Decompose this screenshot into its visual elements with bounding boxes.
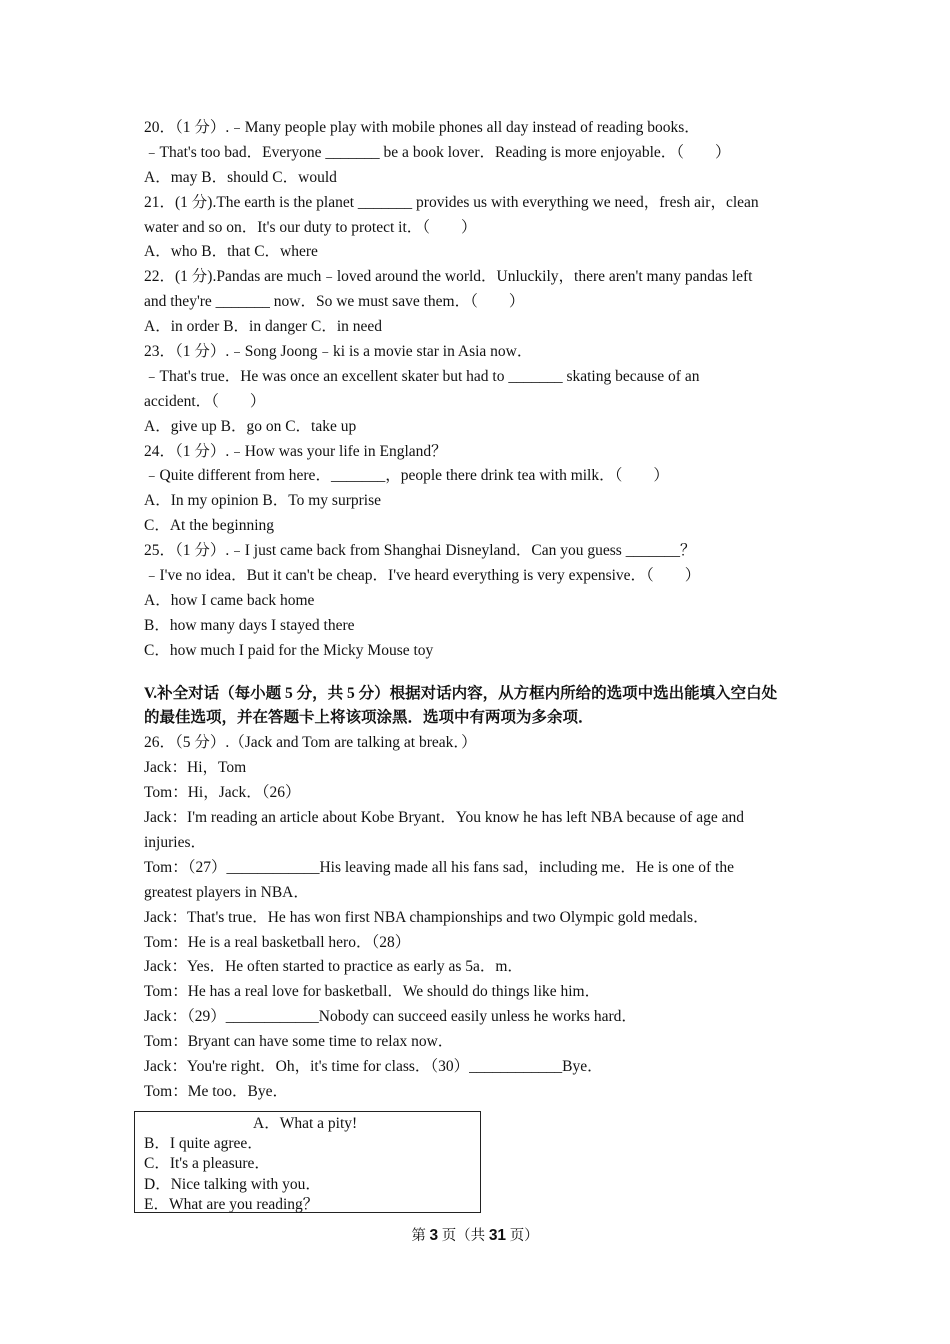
option-e: E．What are you reading？: [144, 1195, 319, 1213]
q23-options: A．give up B．go on C．take up: [144, 417, 357, 435]
q21-options: A．who B．that C．where: [144, 243, 318, 261]
q24-line-2: ﹣Quite different from here．_______，people there drink tea with milk．（ ）: [144, 467, 669, 485]
q25-line-2: ﹣I've no idea．But it can't be cheap．I've heard everything is very expensive．（ ）: [144, 567, 701, 585]
option-b: B．I quite agree．: [144, 1135, 263, 1153]
dialogue: [144, 731, 814, 1104]
dialogue-line: Jack：Hi，Tom: [144, 759, 247, 777]
q21-line-1: 21．(1 分).The earth is the planet _______ provides us with everything we need，fresh air，clean: [144, 193, 759, 211]
dialogue-line: Jack：That's true．He has won first NBA championships and two Olympic gold medals．: [144, 908, 709, 926]
section-heading: [144, 682, 814, 732]
dialogue-line: Tom：He has a real love for basketball．We should do things like him．: [144, 983, 601, 1001]
dialogue-line: Tom：He is a real basketball hero．（28）: [144, 933, 411, 951]
dialogue-line: Tom：（27）____________His leaving made all his fans sad，including me．He is one of the: [144, 858, 734, 876]
footer-prefix: 第: [411, 1228, 430, 1244]
q22-line-1: 22．(1 分).Pandas are much﹣loved around the world．Unluckily，there aren't many pandas left: [144, 268, 753, 286]
q20-line-2: ﹣That's too bad．Everyone _______ be a book lover．Reading is more enjoyable．（ ）: [144, 143, 731, 161]
dialogue-line: Tom：Hi，Jack．（26）: [144, 784, 301, 802]
dialogue-line: injuries．: [144, 833, 206, 851]
page-number: 3: [429, 1227, 439, 1244]
option-c: C．It's a pleasure．: [144, 1155, 270, 1173]
option-a: A．What a pity!: [253, 1115, 358, 1132]
option-d: D．Nice talking with you．: [144, 1175, 321, 1193]
q25-option-b: B．how many days I stayed there: [144, 616, 355, 634]
options-box: [134, 1111, 481, 1213]
questions-20-25: [144, 116, 814, 664]
q25-option-c: C．how much I paid for the Micky Mouse toy: [144, 641, 434, 659]
q25-option-a: A．how I came back home: [144, 591, 315, 609]
q25-line-1: 25．（1 分）.﹣I just came back from Shanghai Disneyland．Can you guess _______？: [144, 542, 696, 560]
q24-options-ab: A．In my opinion B．To my surprise: [144, 492, 382, 510]
dialogue-line: Tom：Me too．Bye．: [144, 1082, 289, 1100]
q23-line-2: ﹣That's true．He was once an excellent skater but had to _______ skating because of an: [144, 367, 700, 385]
dialogue-line: Tom：Bryant can have some time to relax now．: [144, 1033, 454, 1051]
q24-option-c: C．At the beginning: [144, 517, 275, 535]
document-body: [144, 116, 814, 1105]
page-footer: [0, 1226, 950, 1246]
section-title-line-1: V.补全对话（每小题 5 分，共 5 分）根据对话内容，从方框内所给的选项中选出能填入空白处: [144, 684, 778, 702]
dialogue-line: Jack：You're right．Oh，it's time for class．（30）____________Bye．: [144, 1057, 603, 1075]
page-total: 31: [488, 1227, 507, 1244]
q22-options: A．in order B．in danger C．in need: [144, 318, 383, 336]
q23-line-3: accident．（ ）: [144, 392, 266, 410]
q23-line-1: 23．（1 分）.﹣Song Joong﹣ki is a movie star in Asia now．: [144, 343, 533, 361]
dialogue-line: Jack：Yes．He often started to practice as early as 5a．m．: [144, 958, 523, 976]
dialogue-line: Jack：I'm reading an article about Kobe Bryant．You know he has left NBA because of age and: [144, 809, 744, 827]
q21-line-2: water and so on．It's our duty to protect it．（ ）: [144, 218, 477, 236]
section-spacer: [144, 664, 814, 682]
dialogue-line: greatest players in NBA．: [144, 883, 309, 901]
q20-options: A．may B．should C．would: [144, 168, 337, 186]
q20-line-1: 20．（1 分）.﹣Many people play with mobile phones all day instead of reading books．: [144, 119, 700, 136]
dialogue-line: Jack：（29）____________Nobody can succeed easily unless he works hard．: [144, 1008, 637, 1026]
section-title-line-2: 的最佳选项，并在答题卡上将该项涂黑．选项中有两项为多余项．: [144, 709, 594, 727]
footer-suffix: 页）: [506, 1228, 539, 1244]
dialogue-line: 26．（5 分）.（Jack and Tom are talking at break．）: [144, 734, 477, 752]
footer-middle: 页（共: [438, 1228, 489, 1244]
q22-line-2: and they're _______ now．So we must save them．（ ）: [144, 293, 525, 311]
q24-line-1: 24．（1 分）.﹣How was your life in England？: [144, 442, 447, 460]
